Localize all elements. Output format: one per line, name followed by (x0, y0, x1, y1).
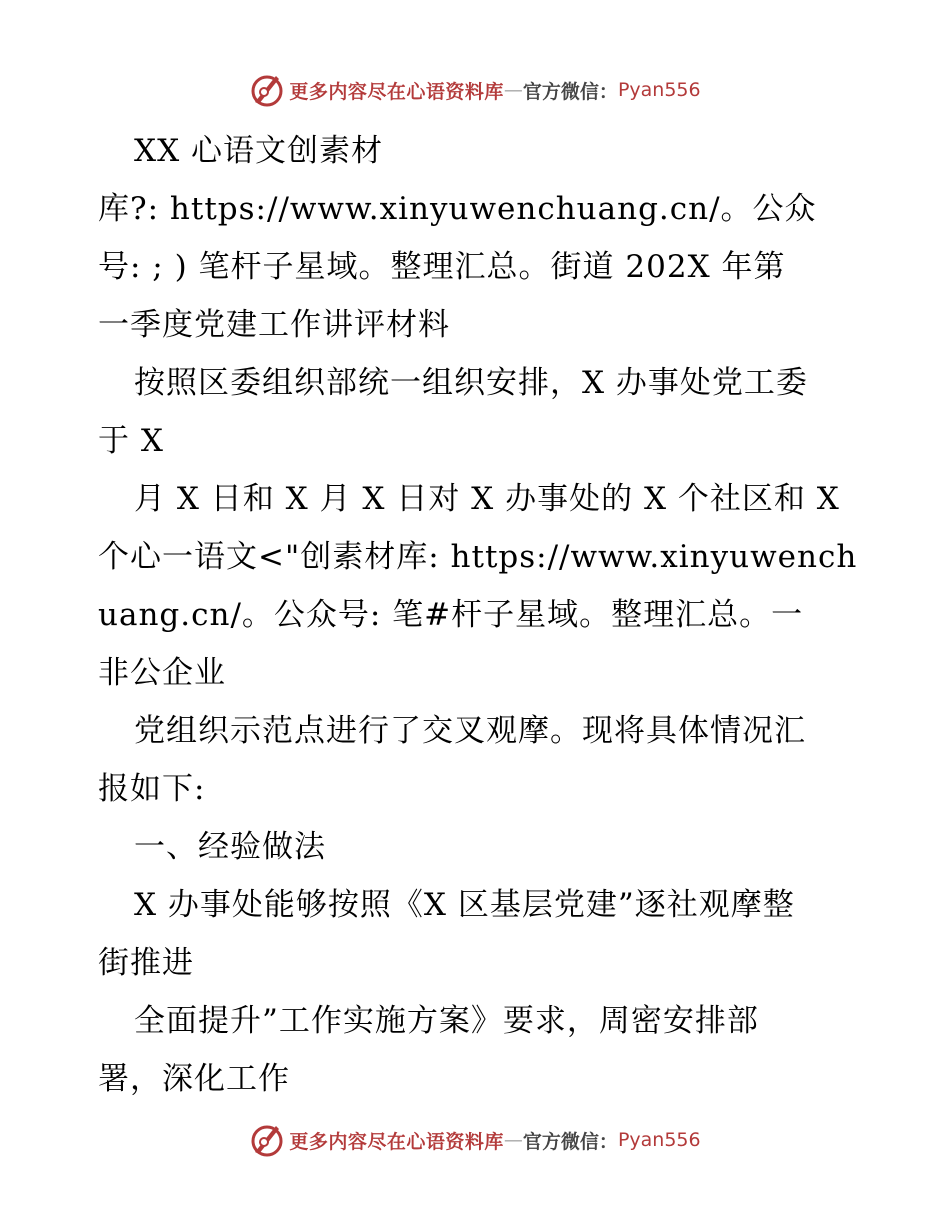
section-heading: 一、经验做法 (134, 829, 326, 865)
text-line: 一季度党建工作讲评材料 (98, 307, 450, 343)
text-line: 个心一语文<"创素材库: https://www.xinyuwench (98, 539, 858, 575)
text-line: 党组织示范点进行了交叉观摩。现将具体情况汇 (134, 713, 806, 749)
text-line: 号: ; ) 笔杆子星域。整理汇总。街道 202X 年第 (98, 249, 786, 285)
text-line: 按照区委组织部统一组织安排，X 办事处党工委 (134, 365, 808, 401)
watermark-separator: — (503, 1129, 523, 1151)
text-line: 署，深化工作 (98, 1061, 290, 1097)
text-line: X 办事处能够按照《X 区基层党建”逐社观摩整 (134, 887, 795, 923)
watermark-text: 更多内容尽在心语资料库 (289, 80, 504, 103)
header-watermark (0, 70, 950, 110)
brush-logo-icon (249, 1122, 285, 1158)
footer-watermark (0, 1120, 950, 1160)
text-line: 非公企业 (98, 655, 226, 691)
watermark-handle: Pyan556 (617, 1129, 701, 1151)
text-line: 全面提升”工作实施方案》要求，周密安排部 (134, 1003, 759, 1039)
text-line: XX 心语文创素材 (134, 133, 383, 169)
document-body (98, 122, 858, 1108)
watermark-label: 官方微信： (522, 80, 618, 103)
text-line: 月 X 日和 X 月 X 日对 X 办事处的 X 个社区和 X (134, 481, 840, 517)
text-line: 街推进 (98, 945, 194, 981)
watermark-separator: — (503, 79, 523, 101)
brush-logo-icon (249, 72, 285, 108)
text-line: 报如下: (98, 771, 206, 807)
text-line: 库?: https://www.xinyuwenchuang.cn/。公众 (98, 191, 817, 227)
text-line: uang.cn/。公众号: 笔#杆子星域。整理汇总。一 (98, 597, 804, 633)
watermark-handle: Pyan556 (617, 79, 701, 101)
watermark-label: 官方微信： (522, 1130, 618, 1153)
text-line: 于 X (98, 423, 164, 459)
watermark-text: 更多内容尽在心语资料库 (289, 1130, 504, 1153)
